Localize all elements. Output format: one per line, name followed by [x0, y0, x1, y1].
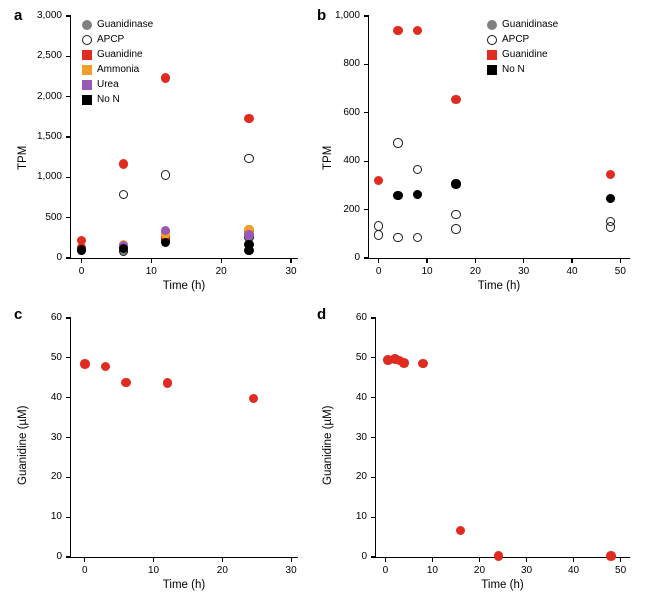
- data-point: [606, 170, 616, 180]
- data-point: [244, 154, 254, 164]
- x-tick: [378, 258, 379, 263]
- legend-marker-icon: [487, 20, 497, 30]
- x-tick: [84, 557, 85, 562]
- panel-a-y-axis-title: TPM: [17, 145, 29, 170]
- x-tick-label: 50: [615, 565, 627, 576]
- x-tick-label: 0: [81, 565, 88, 576]
- y-tick-label: 1,500: [36, 131, 62, 142]
- data-point: [418, 359, 428, 369]
- panel-c-plot-area: [50, 312, 298, 576]
- data-point: [374, 221, 384, 231]
- y-tick-label: 20: [50, 471, 62, 483]
- y-tick-label: 50: [50, 351, 62, 363]
- y-tick: [371, 437, 376, 438]
- y-tick-label: 40: [50, 391, 62, 403]
- y-tick: [364, 161, 369, 162]
- y-tick: [371, 357, 376, 358]
- y-tick: [66, 477, 71, 478]
- y-tick: [364, 64, 369, 65]
- y-tick: [66, 217, 71, 218]
- data-point: [606, 194, 616, 204]
- y-tick-label: 20: [355, 471, 367, 483]
- data-point: [413, 233, 423, 243]
- data-point: [393, 26, 403, 36]
- data-point: [121, 378, 131, 388]
- x-tick: [475, 258, 476, 263]
- y-tick: [371, 477, 376, 478]
- x-tick-label: 0: [382, 565, 389, 576]
- data-point: [77, 245, 87, 255]
- data-point: [119, 244, 129, 254]
- y-tick: [371, 556, 376, 557]
- legend-item: [487, 18, 558, 32]
- x-tick-label: 0: [375, 266, 382, 277]
- y-tick: [66, 96, 71, 97]
- x-tick-label: 10: [147, 565, 160, 576]
- panel-c-y-axis-title: Guanidine (µM): [17, 405, 29, 485]
- y-tick: [66, 317, 71, 318]
- legend-label: APCP: [502, 34, 530, 45]
- data-point: [413, 190, 423, 200]
- data-point: [161, 73, 171, 83]
- data-point: [451, 210, 461, 220]
- panel-d-x-axis-title: Time (h): [481, 579, 524, 591]
- legend-marker-icon: [487, 35, 497, 45]
- legend-marker-icon: [487, 50, 497, 60]
- panel-c-letter: c: [14, 306, 23, 323]
- data-point: [606, 222, 616, 232]
- panel-b-x-axis-title: Time (h): [477, 280, 521, 292]
- x-tick-label: 40: [567, 565, 580, 576]
- y-tick-label: 0: [354, 252, 360, 263]
- legend-label: Guanidinase: [97, 19, 154, 30]
- x-tick-label: 10: [145, 266, 157, 277]
- legend-marker-icon: [82, 50, 92, 60]
- x-tick: [290, 258, 291, 263]
- legend-marker-icon: [82, 20, 92, 30]
- panel-d-letter: d: [317, 306, 327, 323]
- legend-label: Guanidine: [97, 49, 143, 60]
- x-tick: [523, 258, 524, 263]
- legend-label: Ammonia: [97, 64, 140, 75]
- y-tick: [364, 209, 369, 210]
- x-tick: [153, 557, 154, 562]
- x-tick: [222, 557, 223, 562]
- x-tick-label: 40: [566, 266, 578, 277]
- x-tick: [573, 557, 574, 562]
- panel-b-letter: b: [317, 7, 327, 24]
- y-tick: [66, 257, 71, 258]
- y-tick-label: 30: [50, 431, 62, 443]
- y-tick: [364, 257, 369, 258]
- y-tick-label: 60: [50, 312, 62, 323]
- data-point: [101, 362, 111, 372]
- panel-b-legend: [487, 18, 558, 78]
- y-tick: [371, 317, 376, 318]
- x-tick-label: 20: [216, 565, 228, 576]
- legend-marker-icon: [82, 65, 92, 75]
- y-tick-label: 0: [361, 551, 367, 562]
- y-tick-label: 1,000: [36, 171, 62, 183]
- data-point: [413, 26, 423, 36]
- legend-label: Guanidine: [502, 49, 548, 60]
- legend-item: [82, 33, 153, 47]
- legend-label: No N: [502, 64, 525, 75]
- y-tick-label: 600: [343, 106, 360, 118]
- y-tick-label: 1,000: [334, 10, 360, 21]
- x-tick: [385, 557, 386, 562]
- data-point: [456, 526, 466, 536]
- panel-a-letter: a: [14, 7, 23, 24]
- y-tick-label: 500: [45, 211, 62, 223]
- data-point: [399, 358, 409, 368]
- x-tick-label: 20: [215, 266, 227, 277]
- y-tick-label: 200: [343, 203, 360, 215]
- y-tick: [66, 56, 71, 57]
- y-tick: [371, 517, 376, 518]
- legend-label: APCP: [97, 34, 125, 45]
- data-point: [374, 176, 384, 186]
- y-tick-label: 60: [355, 312, 367, 323]
- data-point: [163, 378, 173, 388]
- legend-label: Urea: [97, 79, 119, 90]
- x-tick-label: 30: [285, 266, 297, 277]
- x-tick-label: 20: [473, 565, 486, 576]
- x-tick-label: 10: [426, 565, 438, 576]
- x-tick: [479, 557, 480, 562]
- data-point: [119, 190, 129, 200]
- x-tick-label: 10: [421, 266, 433, 277]
- y-tick: [66, 437, 71, 438]
- y-tick-label: 40: [355, 391, 367, 403]
- data-point: [161, 238, 171, 248]
- panel-d-y-axis-title: Guanidine (µM): [322, 405, 334, 485]
- data-point: [393, 138, 403, 148]
- legend-item: [487, 33, 558, 47]
- data-point: [119, 159, 129, 169]
- y-tick-label: 10: [50, 511, 62, 523]
- legend-item: [487, 63, 558, 77]
- x-tick: [151, 258, 152, 263]
- legend-item: [82, 78, 153, 92]
- data-point: [413, 165, 423, 175]
- legend-marker-icon: [487, 65, 497, 75]
- x-tick-label: 0: [78, 266, 85, 277]
- data-point: [244, 114, 254, 124]
- y-tick-label: 3,000: [36, 10, 62, 21]
- data-point: [393, 233, 403, 243]
- x-tick: [221, 258, 222, 263]
- legend-item: [82, 63, 153, 77]
- x-tick: [620, 557, 621, 562]
- data-point: [451, 224, 461, 234]
- data-point: [80, 359, 90, 369]
- y-tick: [66, 556, 71, 557]
- x-tick-label: 30: [285, 565, 297, 576]
- panel-b-y-axis-title: TPM: [322, 145, 334, 170]
- data-point: [374, 230, 384, 240]
- legend-marker-icon: [82, 80, 92, 90]
- x-tick: [571, 258, 572, 263]
- y-tick-label: 800: [343, 58, 360, 70]
- data-point: [393, 191, 403, 201]
- x-tick-label: 30: [520, 565, 533, 576]
- legend-item: [82, 48, 153, 62]
- data-point: [244, 230, 254, 240]
- data-point: [606, 551, 616, 561]
- data-point: [244, 246, 254, 256]
- x-tick: [426, 258, 427, 263]
- y-tick-label: 400: [343, 155, 360, 167]
- legend-marker-icon: [82, 95, 92, 105]
- y-tick-label: 50: [355, 351, 367, 363]
- y-tick: [371, 397, 376, 398]
- x-tick-label: 20: [469, 266, 481, 277]
- y-tick: [66, 397, 71, 398]
- y-tick-label: 0: [56, 551, 62, 562]
- panel-c-x-axis-title: Time (h): [162, 579, 206, 591]
- x-tick-label: 50: [614, 266, 626, 277]
- legend-label: No N: [97, 94, 120, 105]
- x-tick: [526, 557, 527, 562]
- y-tick: [66, 517, 71, 518]
- y-tick: [66, 136, 71, 137]
- data-point: [161, 170, 171, 180]
- y-tick: [66, 15, 71, 16]
- data-point: [451, 95, 461, 105]
- legend-label: Guanidinase: [502, 19, 559, 30]
- x-tick: [432, 557, 433, 562]
- y-tick: [66, 177, 71, 178]
- y-tick-label: 0: [56, 252, 62, 263]
- y-tick-label: 2,500: [36, 50, 62, 62]
- y-tick-label: 10: [355, 511, 367, 523]
- legend-item: [487, 48, 558, 62]
- y-tick: [66, 357, 71, 358]
- data-point: [249, 394, 259, 404]
- data-point: [494, 551, 504, 561]
- y-tick-label: 2,000: [36, 90, 62, 102]
- panel-a-legend: [82, 18, 153, 108]
- panel-d-plot-area: [355, 312, 630, 576]
- data-point: [451, 179, 461, 189]
- y-tick: [364, 15, 369, 16]
- y-tick-label: 30: [355, 431, 367, 443]
- x-tick: [291, 557, 292, 562]
- x-tick: [620, 258, 621, 263]
- legend-marker-icon: [82, 35, 92, 45]
- legend-item: [82, 18, 153, 32]
- x-tick-label: 30: [518, 266, 530, 277]
- panel-a-x-axis-title: Time (h): [162, 280, 206, 292]
- y-tick: [364, 112, 369, 113]
- legend-item: [82, 93, 153, 107]
- x-tick: [81, 258, 82, 263]
